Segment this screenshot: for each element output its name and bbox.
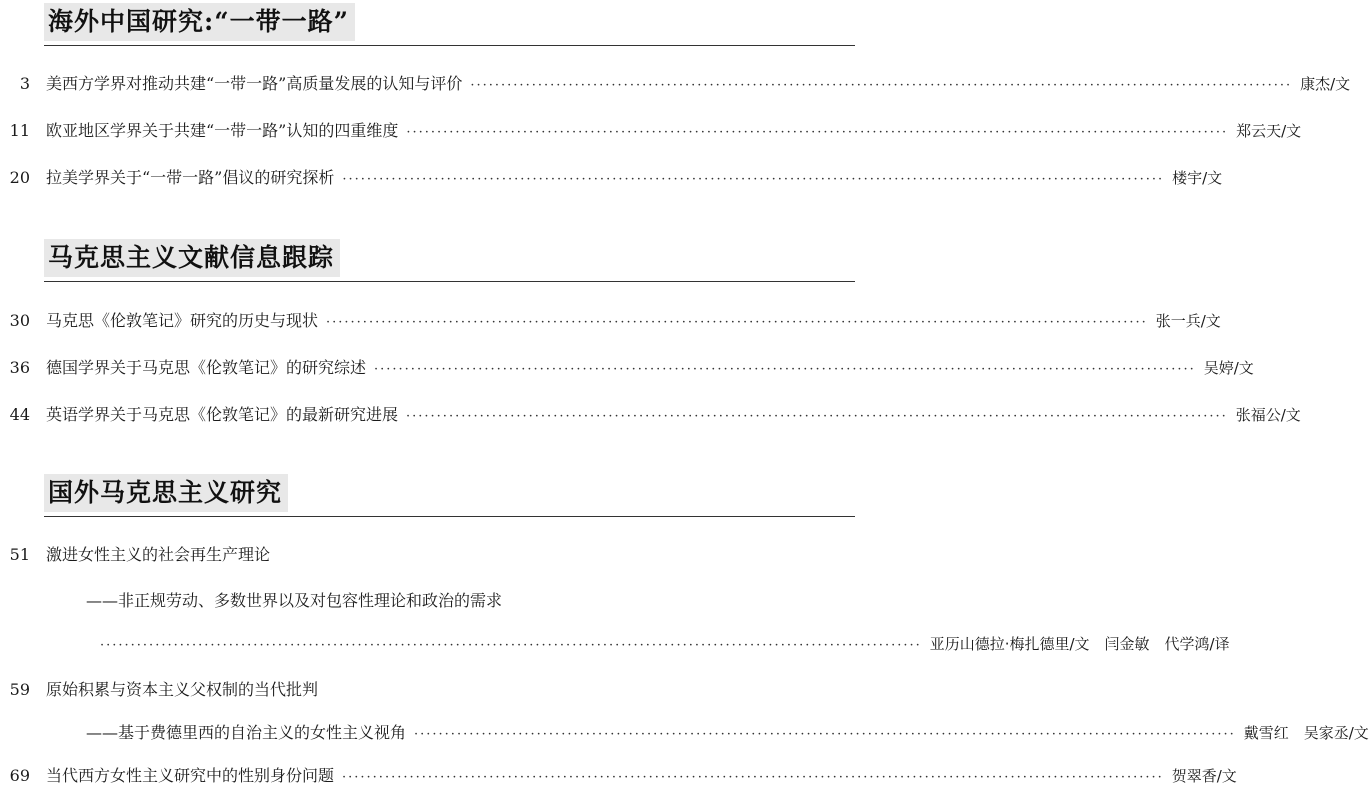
article-title[interactable]: 马克思《伦敦笔记》研究的历史与现状: [46, 311, 319, 330]
toc-entry[interactable]: [0, 118, 1302, 144]
toc-entry[interactable]: [0, 308, 1221, 334]
dot-leader: ······································································································································: [100, 638, 922, 653]
article-author: 戴雪红 吴家丞/文: [1243, 724, 1369, 742]
article-author: 贺翠香/文: [1171, 767, 1237, 785]
toc-entry[interactable]: [0, 355, 1254, 381]
dot-leader: ······································································································································: [342, 172, 1165, 187]
page-number: 51: [9, 545, 30, 564]
section-divider: [44, 516, 855, 517]
page-number: 3: [19, 74, 30, 93]
dot-leader: ······································································································································: [342, 770, 1164, 785]
page-number: 30: [9, 311, 30, 330]
page-number: 59: [9, 680, 30, 699]
article-author: 张福公/文: [1235, 406, 1301, 424]
section-header: [0, 474, 865, 518]
section-divider: [44, 281, 855, 282]
dot-leader: ······································································································································: [470, 78, 1293, 93]
article-subtitle: ——非正规劳动、多数世界以及对包容性理论和政治的需求: [86, 591, 503, 610]
article-title[interactable]: 欧亚地区学界关于共建“一带一路”认知的四重维度: [46, 121, 399, 140]
article-author: 康杰/文: [1300, 75, 1351, 93]
article-title[interactable]: 美西方学界对推动共建“一带一路”高质量发展的认知与评价: [46, 74, 463, 93]
article-title[interactable]: 当代西方女性主义研究中的性别身份问题: [46, 766, 335, 785]
article-author: 楼宇/文: [1172, 169, 1223, 187]
page-number: 69: [9, 766, 30, 785]
toc-entry[interactable]: [0, 677, 865, 703]
dot-leader: ······································································································································: [326, 315, 1148, 330]
article-title[interactable]: 英语学界关于马克思《伦敦笔记》的最新研究进展: [46, 405, 399, 424]
article-subtitle: ——基于费德里西的自治主义的女性主义视角: [86, 723, 407, 742]
section-foreign-marxism-research: [0, 474, 865, 518]
section-marxism-literature-tracking: [0, 239, 865, 283]
article-title[interactable]: 德国学界关于马克思《伦敦笔记》的研究综述: [46, 358, 367, 377]
section-divider: [44, 45, 855, 46]
article-title[interactable]: 激进女性主义的社会再生产理论: [46, 545, 271, 564]
page-number: 36: [9, 358, 30, 377]
toc-entry[interactable]: [0, 165, 1223, 191]
article-author: 郑云天/文: [1236, 122, 1302, 140]
section-overseas-china-studies: [0, 3, 865, 47]
page-number: 20: [9, 168, 30, 187]
toc-entry[interactable]: [0, 542, 865, 568]
author-row: [100, 631, 1230, 657]
section-header: [0, 3, 865, 47]
page-number: 11: [9, 121, 30, 140]
toc-entry[interactable]: [0, 402, 1301, 428]
article-title[interactable]: 原始积累与资本主义父权制的当代批判: [46, 680, 319, 699]
dot-leader: ······································································································································: [414, 727, 1236, 742]
section-title: 马克思主义文献信息跟踪: [44, 239, 340, 277]
article-author: 张一兵/文: [1155, 312, 1221, 330]
section-header: [0, 239, 865, 283]
section-title: 海外中国研究:“一带一路”: [44, 3, 355, 41]
article-author: 吴婷/文: [1203, 359, 1254, 377]
dot-leader: ······································································································································: [406, 409, 1228, 424]
article-subtitle-row: [86, 588, 853, 614]
article-subtitle-row: [86, 720, 1369, 746]
dot-leader: ······································································································································: [374, 362, 1196, 377]
dot-leader: ······································································································································: [406, 125, 1229, 140]
toc-entry[interactable]: [0, 71, 1351, 97]
article-title[interactable]: 拉美学界关于“一带一路”倡议的研究探析: [46, 168, 335, 187]
page-number: 44: [9, 405, 30, 424]
section-title: 国外马克思主义研究: [44, 474, 288, 512]
toc-entry[interactable]: [0, 763, 1237, 789]
article-author: 亚历山德拉·梅扎德里/文 闫金敏 代学鸿/译: [929, 635, 1230, 653]
